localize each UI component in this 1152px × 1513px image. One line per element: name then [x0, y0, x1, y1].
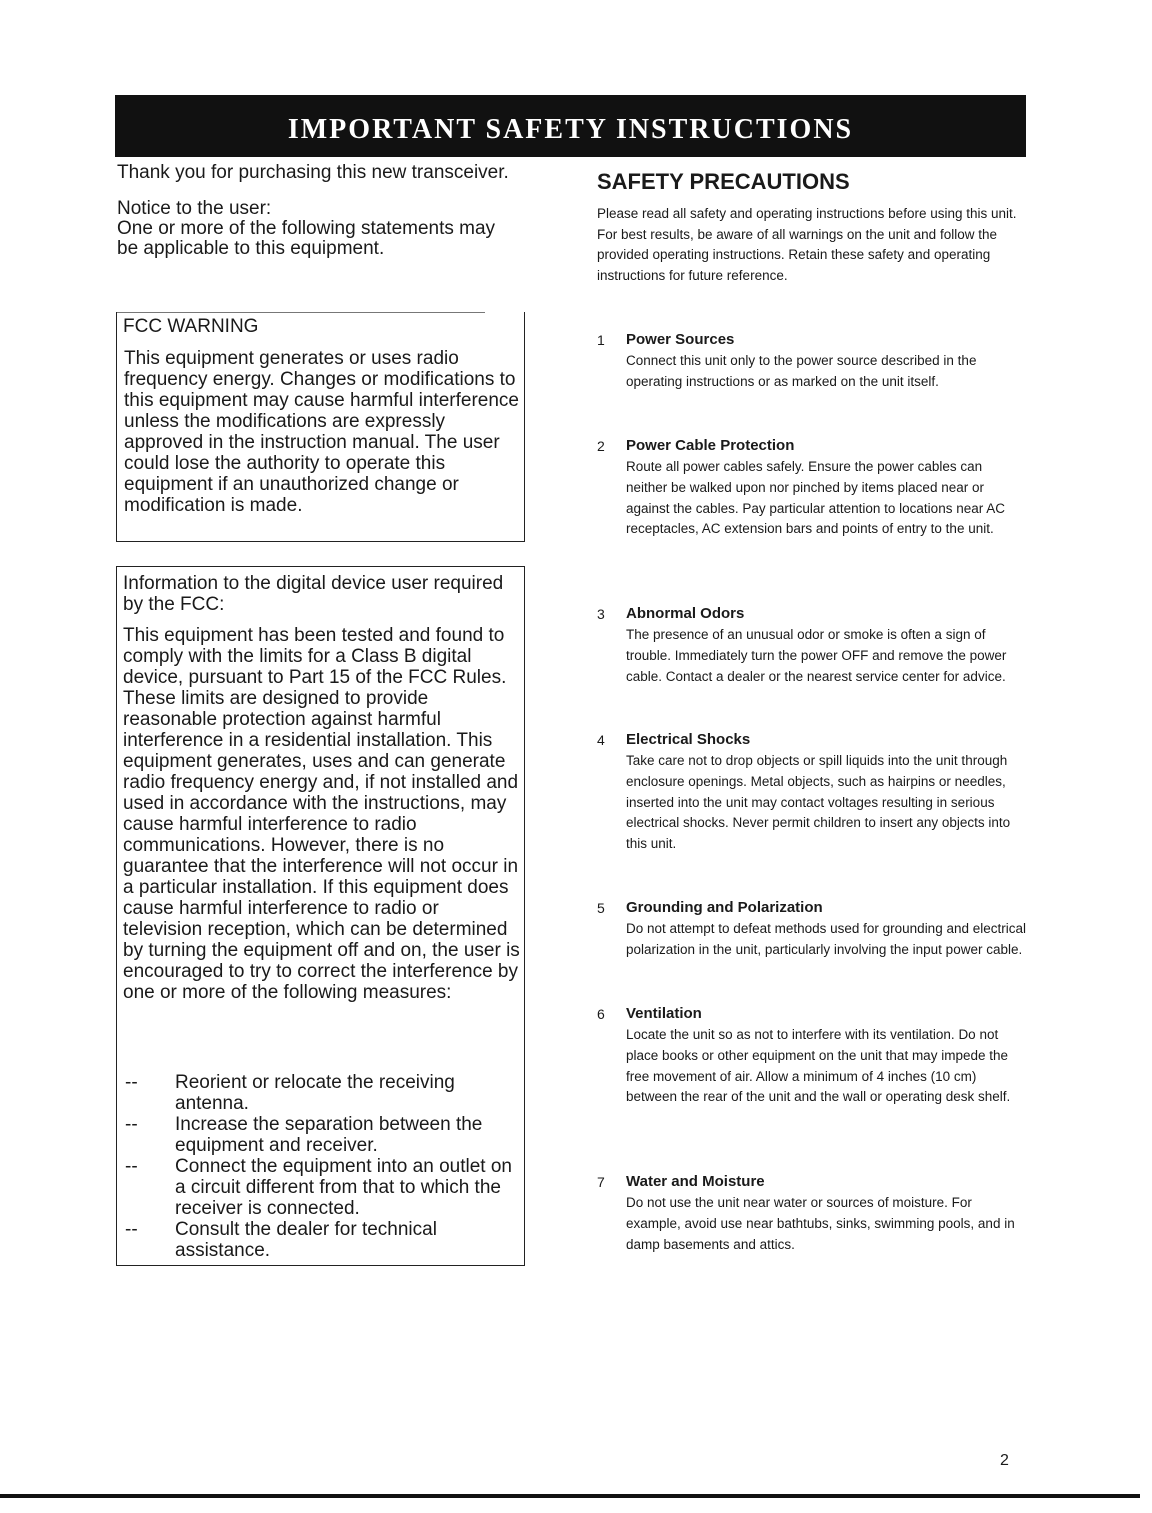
item-text: The presence of an unusual odor or smoke is often a sign of trouble. Immediately turn the power OFF and remove the power cable. Contact a dealer or the nearest service center for advice. [626, 627, 1007, 684]
item-title: Power Cable Protection [626, 437, 795, 454]
item-number: 2 [597, 438, 605, 454]
title-banner [115, 95, 1026, 157]
page-title: IMPORTANT SAFETY INSTRUCTIONS [287, 114, 854, 145]
left-column [117, 163, 517, 259]
dash-bullet: -- [125, 1156, 138, 1177]
item-number: 4 [597, 732, 605, 748]
item-text: Locate the unit so as not to interfere with its ventilation. Do not place books or other equipment on the unit that may impede the free movement of air. Allow a minimum of 4 inches (10 cm) between the rear of the unit and the wall or operating desk shelf. [626, 1027, 1011, 1105]
item-title: Abnormal Odors [626, 605, 745, 622]
measure-item: -- Reorient or relocate the receiving antenna. [125, 1072, 455, 1114]
item-number: 1 [597, 332, 605, 348]
dash-bullet: -- [125, 1114, 138, 1135]
intro-text: Thank you for purchasing this new transceiver. [117, 162, 509, 183]
digital-device-body [123, 625, 521, 1003]
item-text: Take care not to drop objects or spill liquids into the unit through enclosure openings. Metal objects, such as hairpins or needles, inserted into the unit may contact voltages resulting in serious electrical shocks. Never permit children to insert any objects into this unit. [626, 753, 1011, 852]
item-title: Electrical Shocks [626, 731, 751, 748]
precaution-item [597, 730, 1027, 855]
precaution-item [597, 898, 1027, 961]
item-number: 5 [597, 900, 605, 916]
measure-item: -- Connect the equipment into an outlet on a circuit different from that to which the receiver is connected. [125, 1156, 512, 1219]
precaution-item [597, 436, 1027, 540]
item-number: 3 [597, 606, 605, 622]
notice-text: One or more of the following statements may be applicable to this equipment. [117, 218, 496, 259]
page-number: 2 [1000, 1452, 1009, 1469]
item-text: Route all power cables safely. Ensure the power cables can neither be walked upon nor pinched by items placed near or against the cables. Pay particular attention to locations near AC receptacles, AC extension bars and points of entry to the unit. [626, 459, 1005, 537]
item-text: Connect this unit only to the power source described in the operating instructions or as marked on the unit itself. [626, 353, 977, 389]
safety-intro: Please read all safety and operating instructions before using this unit. For best results, be aware of all warnings on the unit and follow the provided operating instructions. Retain these safety and operating instructions for future reference. [597, 206, 1017, 283]
item-number: 7 [597, 1174, 605, 1190]
item-number: 6 [597, 1006, 605, 1022]
fcc-warning-title: FCC WARNING [123, 316, 259, 337]
item-title: Ventilation [626, 1005, 702, 1022]
notice-heading: Notice to the user: [117, 198, 272, 219]
measure-item: -- Increase the separation between the equipment and receiver. [125, 1114, 483, 1156]
safety-precautions-heading: SAFETY PRECAUTIONS [597, 169, 850, 194]
measure-item: -- Consult the dealer for technical assistance. [125, 1219, 437, 1261]
fcc-warning-box [116, 312, 525, 542]
digital-device-box [116, 566, 525, 1266]
box-top-rule [117, 312, 485, 313]
item-title: Water and Moisture [626, 1173, 765, 1190]
digital-device-title: Information to the digital device user required by the FCC: [123, 573, 504, 615]
dash-bullet: -- [125, 1072, 138, 1093]
right-column [597, 168, 1027, 286]
measures-list [123, 1072, 527, 1261]
fcc-warning-body: This equipment generates or uses radio frequency energy. Changes or modifications to this equipment may cause harmful interference unless the modifications are expressly approved in the instruction manual. The user could lose the authority to operate this equipment if an unauthorized change or modification is made. [124, 348, 519, 516]
digital-device-text: This equipment has been tested and found to comply with the limits for a Class B digital device, pursuant to Part 15 of the FCC Rules. These limits are designed to provide reasonable protection against harmful interference in a residential installation. This equipment generates, uses and can generate radio frequency energy and, if not installed and used in accordance with the instructions, may cause harmful interference to radio communications. However, there is no guarantee that the interference will not occur in a particular installation. If this equipment does cause harmful interference to radio or television reception, which can be determined by turning the equipment off and on, the user is encouraged to try to correct the interference by one or more of the following measures: [123, 625, 520, 1003]
item-text: Do not attempt to defeat methods used for grounding and electrical polarization in the unit, particularly involving the input power cable. [626, 921, 1026, 957]
item-title: Power Sources [626, 331, 735, 348]
precaution-item [597, 604, 1027, 687]
precaution-item [597, 1004, 1027, 1108]
item-text: Do not use the unit near water or sources of moisture. For example, avoid use near bathtubs, sinks, swimming pools, and in damp basements and attics. [626, 1195, 1015, 1252]
bottom-rule [0, 1494, 1140, 1498]
precaution-item [597, 1172, 1027, 1255]
dash-bullet: -- [125, 1219, 138, 1240]
precaution-item [597, 330, 1027, 393]
item-title: Grounding and Polarization [626, 899, 823, 916]
